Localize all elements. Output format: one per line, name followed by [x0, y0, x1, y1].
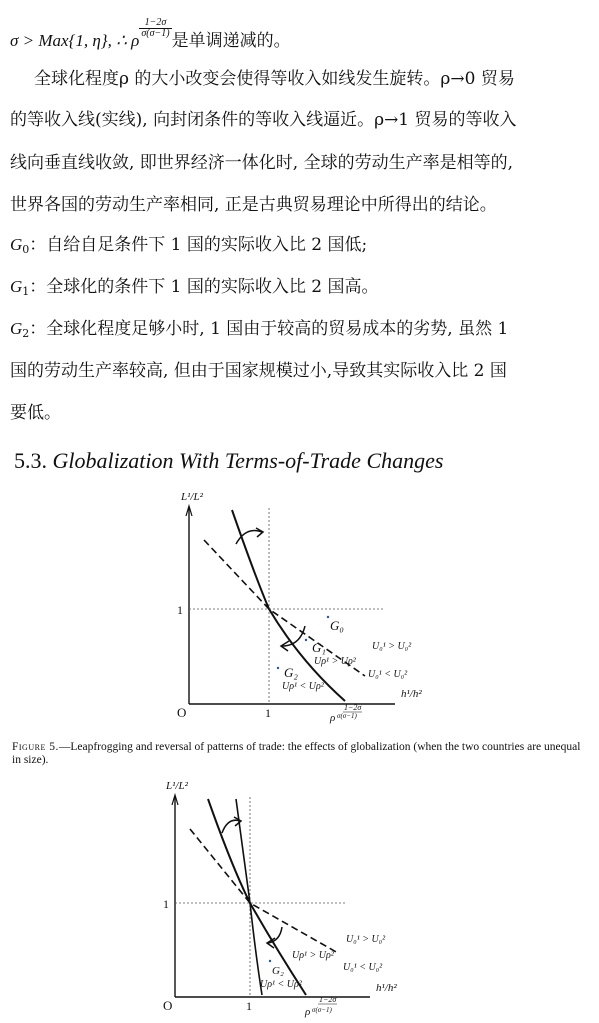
fig2-u0-greater: U₀¹ > U₀² [346, 934, 386, 945]
fig2-urho-less: Uρ¹ < Uρ² [260, 979, 302, 990]
fig1-tick-y-one: 1 [177, 603, 183, 617]
paragraph-line-4: 世界各国的劳动生产率相同, 正是古典贸易理论中所得出的结论。 [10, 195, 497, 215]
fig2-urho-greater: Uρ¹ > Uρ² [292, 950, 334, 961]
fig2-rho-num: 1−2σ [319, 995, 337, 1004]
g1-definition [10, 277, 379, 302]
figure-1 [0, 486, 599, 726]
section-title: Globalization With Terms-of-Trade Changes [52, 448, 444, 473]
fig2-tick-x-one: 1 [246, 999, 252, 1013]
fig1-y-axis-label: L¹/L² [181, 491, 203, 503]
g0-text: ：自给自足条件下 1 国的实际收入比 2 国低; [29, 235, 368, 255]
fig1-point-g0 [327, 616, 329, 618]
fig2-origin: O [163, 998, 173, 1013]
fig2-trade-isoincome-b [236, 799, 262, 995]
fig1-rho-exp: σ(σ−1) [337, 712, 357, 720]
fig1-urho-greater: Uρ¹ > Uρ² [314, 656, 356, 667]
formula-lead: σ > Max{1, η}, ∴ ρ [10, 31, 140, 50]
g0-symbol: G [10, 235, 23, 254]
exponent-numerator: 1−2σ [139, 18, 171, 29]
g2-symbol: G [10, 319, 23, 338]
fig1-origin: O [177, 705, 187, 720]
fig2-point-g2 [269, 960, 271, 962]
g1-text: ：全球化的条件下 1 国的实际收入比 2 国高。 [29, 277, 379, 297]
fig2-rotation-arrow-top [222, 820, 240, 833]
formula-tail: 是单调递减的。 [171, 31, 291, 50]
fig2-rho-exp: σ(σ−1) [312, 1006, 332, 1014]
exponent-denominator: σ(σ−1) [141, 28, 170, 39]
fig1-label-g0: G₀ [330, 618, 344, 633]
fig1-u0-less: U₀¹ < U₀² [368, 669, 408, 680]
fig1-point-g2 [277, 667, 279, 669]
figure-caption [12, 741, 592, 767]
fig2-label-g2: G₂ [272, 965, 284, 977]
paragraph-line-8: 国的劳动生产率较高, 但由于国家规模过小,导致其实际收入比 2 国 [10, 361, 507, 381]
fig1-label-g2: G₂ [284, 665, 298, 680]
g0-definition [10, 235, 367, 260]
fig1-u0-greater: U₀¹ > U₀² [372, 641, 412, 652]
fig1-x-axis-label: h¹/h² [401, 688, 422, 700]
fig1-point-g1 [305, 639, 307, 641]
g1-symbol: G [10, 277, 23, 296]
formula-exponent [139, 18, 171, 39]
fig1-label-g1: G₁ [312, 640, 326, 655]
g0-subscript: 0 [22, 243, 30, 256]
paragraph-line-1: 全球化程度ρ 的大小改变会使得等收入如线发生旋转。ρ→0 贸易 [34, 69, 515, 89]
caption-text: —Leapfrogging and reversal of patterns of trade: the effects of globalization (when the two countries are unequal in size). [12, 741, 581, 766]
fig2-tick-y-one: 1 [163, 897, 169, 911]
fig1-rho-base: ρ [330, 712, 336, 724]
g1-subscript: 1 [22, 285, 30, 298]
section-heading [14, 448, 443, 474]
section-number: 5.3. [14, 448, 47, 473]
g2-definition [10, 319, 508, 344]
figure-2 [0, 777, 599, 1022]
fig2-y-axis-label: L¹/L² [166, 780, 188, 792]
g2-subscript: 2 [22, 327, 30, 340]
paragraph-line-2: 的等收入线(实线), 向封闭条件的等收入线逼近。ρ→1 贸易的等收入 [10, 110, 517, 130]
fig2-x-axis-label: h¹/h² [376, 982, 397, 994]
formula-line [10, 18, 291, 51]
fig2-rho-base: ρ [305, 1006, 311, 1018]
paragraph-line-3: 线向垂直线收敛, 即世界经济一体化时, 全球的劳动生产率是相等的, [10, 153, 514, 173]
fig2-autarky-isoincome [190, 829, 338, 953]
fig1-tick-x-one: 1 [265, 706, 271, 720]
paragraph-line-9: 要低。 [10, 403, 61, 423]
fig1-rho-num: 1−2σ [344, 703, 362, 712]
g2-text: ：全球化程度足够小时, 1 国由于较高的贸易成本的劣势, 虽然 1 [29, 319, 509, 339]
fig2-u0-less: U₀¹ < U₀² [343, 962, 383, 973]
fig1-urho-less: Uρ¹ < Uρ² [282, 681, 324, 692]
caption-label: Figure 5. [12, 741, 59, 753]
